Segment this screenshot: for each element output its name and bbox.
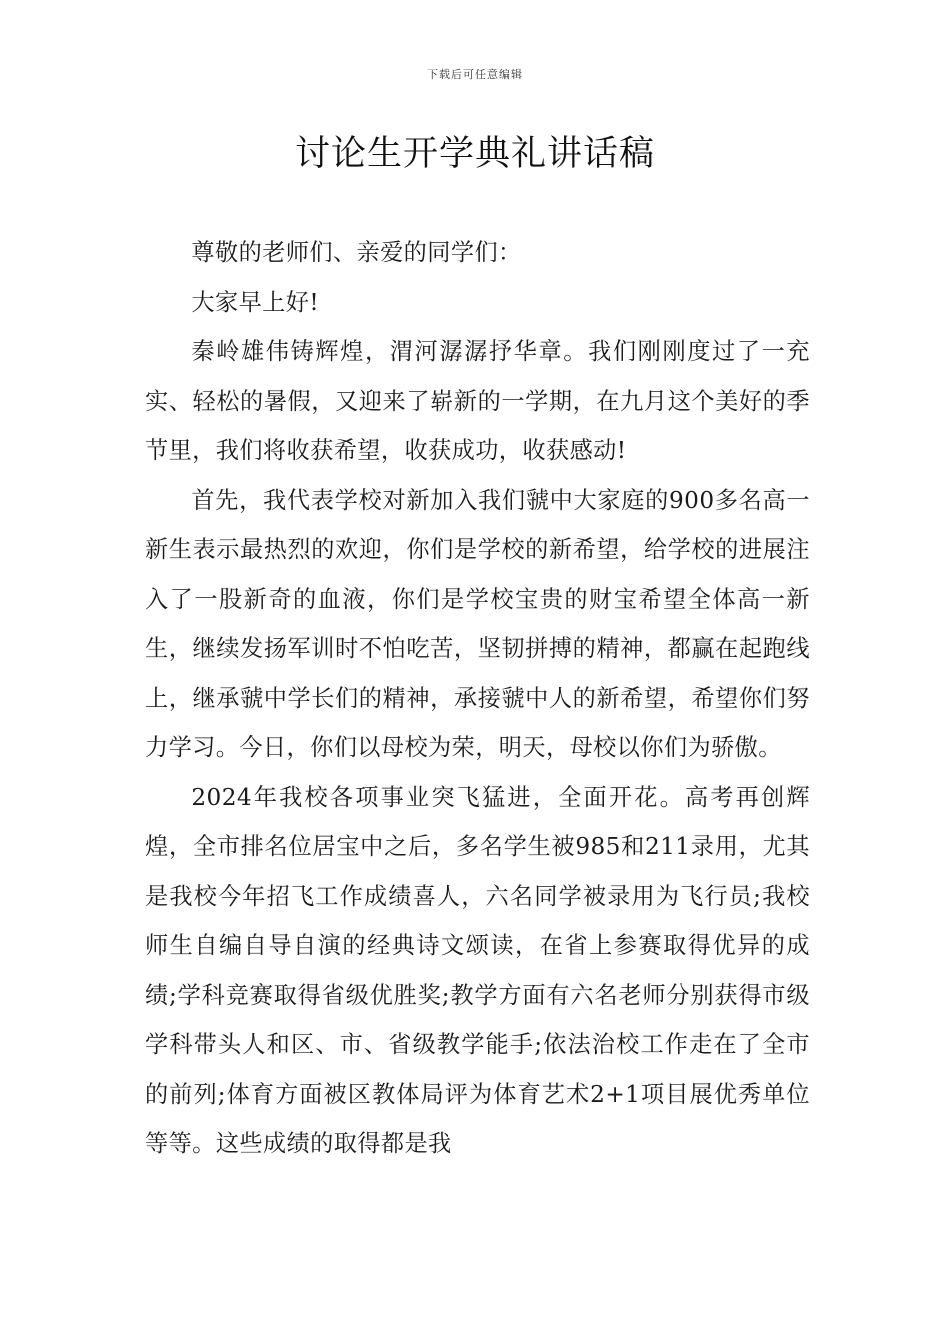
paragraph-greeting: 大家早上好! [191, 288, 320, 316]
paragraph-salutation: 尊敬的老师们、亲爱的同学们： [191, 239, 522, 266]
header-note: 下载后可任意编辑 [427, 68, 523, 81]
document-body [145, 228, 810, 1169]
paragraph: 秦岭雄伟铸辉煌，渭河潺潺抒华章。我们刚刚度过了一充实、轻松的暑假，又迎来了崭新的一学期，在九月这个美好的季节里，我们将收获希望，收获成功，收获感动! [145, 338, 810, 464]
paragraph: 首先，我代表学校对新加入我们虢中大家庭的900多名高一新生表示最热烈的欢迎，你们是学校的新希望，给学校的进展注入了一股新奇的血液，你们是学校宝贵的财宝希望全体高一新生，继续发扬军训时不怕吃苦，坚韧拼搏的精神，都赢在起跑线上，继承虢中学长们的精神，承接虢中人的新希望，希望你们努力学习。今日，你们以母校为荣，明天，母校以你们为骄傲。 [145, 486, 810, 761]
paragraph: 2024年我校各项事业突飞猛进，全面开花。高考再创辉煌，全市排名位居宝中之后，多名学生被985和211录用，尤其是我校今年招飞工作成绩喜人，六名同学被录用为飞行员;我校师生自编自导自演的经典诗文颂读，在省上参赛取得优异的成绩;学科竞赛取得省级优胜奖;教学方面有六名老师分别获得市级学科带头人和区、市、省级教学能手;依法治校工作走在了全市的前列;体育方面被区教体局评为体育艺术2+1项目展优秀单位等等。这些成绩的取得都是我 [145, 783, 810, 1157]
document-title: 讨论生开学典礼讲话稿 [294, 134, 655, 174]
